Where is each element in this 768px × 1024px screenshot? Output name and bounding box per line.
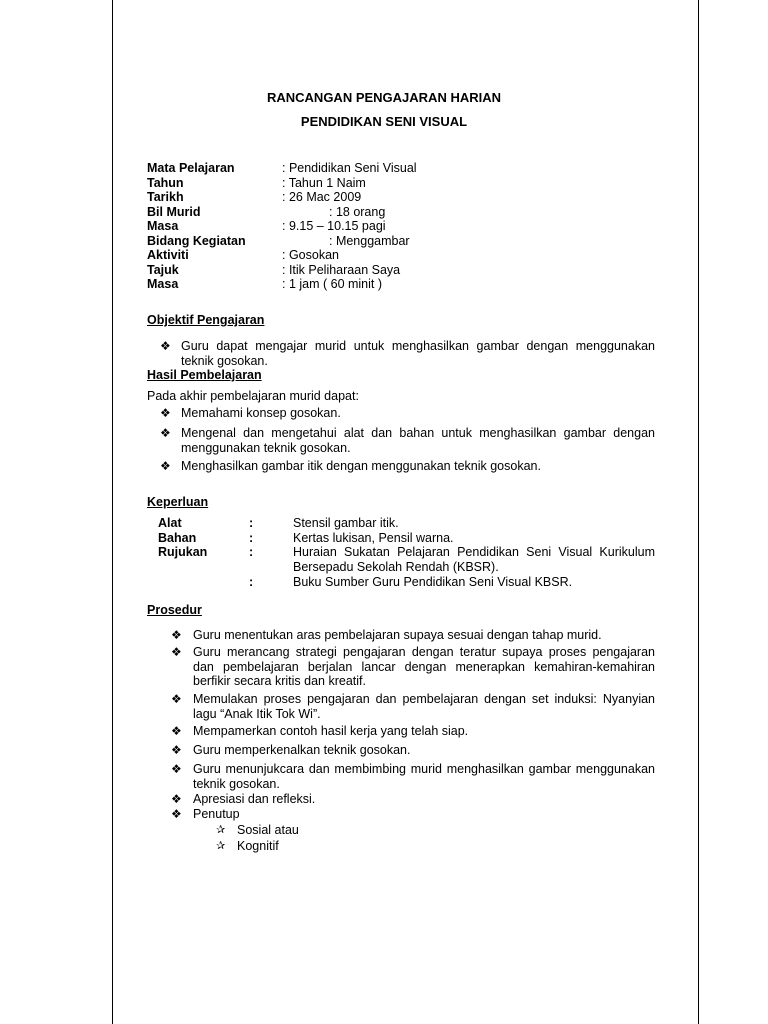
procedure-sub-item: Sosial atau [237, 823, 299, 837]
diamond-bullet-icon: ❖ [171, 807, 182, 821]
requirement-colon: : [249, 545, 254, 559]
requirement-label-materials: Bahan [158, 530, 197, 545]
info-label-date: Tarikh [147, 190, 184, 204]
info-value-date: : 26 Mac 2009 [282, 190, 362, 204]
info-value-duration: : 1 jam ( 60 minit ) [282, 277, 383, 291]
diamond-bullet-icon: ❖ [160, 406, 171, 420]
objective-item: Guru dapat mengajar murid untuk menghasilkan gambar dengan menggunakan teknik gosokan. [181, 339, 655, 368]
outcome-item: Menghasilkan gambar itik dengan menggunakan teknik gosokan. [181, 459, 541, 473]
procedure-item: Guru memperkenalkan teknik gosokan. [193, 743, 411, 757]
info-label-activity: Aktiviti [147, 248, 189, 262]
procedure-item: Memulakan proses pengajaran dan pembelajaran dengan set induksi: Nyanyian lagu “Anak Itik Tok Wi”. [193, 692, 655, 721]
diamond-bullet-icon: ❖ [171, 792, 182, 806]
section-heading-requirements: Keperluan [147, 495, 209, 509]
requirement-colon: : [249, 530, 254, 545]
info-value-field: : Menggambar [329, 233, 410, 248]
procedure-item: Apresiasi dan refleksi. [193, 792, 316, 806]
info-label-year: Tahun [147, 175, 184, 190]
procedure-sub-item: Kognitif [237, 838, 279, 853]
diamond-bullet-icon: ❖ [171, 743, 182, 757]
requirement-value-materials: Kertas lukisan, Pensil warna. [293, 530, 454, 545]
procedure-item: Penutup [193, 807, 240, 821]
info-value-topic: : Itik Peliharaan Saya [282, 262, 401, 277]
requirement-value-references: Huraian Sukatan Pelajaran Pendidikan Seni Visual Kurikulum Bersepadu Sekolah Rendah (KBSR). [293, 545, 655, 574]
diamond-bullet-icon: ❖ [171, 724, 182, 738]
section-heading-objectives: Objektif Pengajaran [147, 313, 265, 327]
procedure-item: Guru menentukan aras pembelajaran supaya sesuai dengan tahap murid. [193, 628, 602, 642]
info-value-year: : Tahun 1 Naim [282, 175, 366, 190]
info-label-time: Masa [147, 219, 179, 233]
info-label-field: Bidang Kegiatan [147, 233, 246, 248]
section-heading-outcomes: Hasil Pembelajaran [147, 368, 262, 382]
outcome-item: Mengenal dan mengetahui alat dan bahan untuk menghasilkan gambar dengan menggunakan teknik gosokan. [181, 426, 655, 455]
document-subtitle: PENDIDIKAN SENI VISUAL [300, 114, 468, 129]
diamond-bullet-icon: ❖ [160, 459, 171, 473]
diamond-bullet-icon: ❖ [171, 762, 182, 776]
procedure-item: Guru menunjukcara dan membimbing murid menghasilkan gambar menggunakan teknik gosokan. [193, 762, 655, 791]
requirement-label-tools: Alat [158, 516, 182, 530]
procedure-item: Guru merancang strategi pengajaran dengan teratur supaya proses pengajaran dan pembelajaran berjalan lancar dengan menerapkan kemahiran-kemahiran berfikir secara kritis dan kreatif. [193, 645, 655, 688]
info-value-time: : 9.15 – 10.15 pagi [282, 219, 386, 233]
section-heading-procedure: Prosedur [147, 603, 202, 617]
info-value-pupils: : 18 orang [329, 204, 386, 219]
outcome-item: Memahami konsep gosokan. [181, 406, 341, 420]
page-sheet [112, 0, 699, 1024]
diamond-bullet-icon: ❖ [171, 692, 182, 706]
requirement-value-reference-2: Buku Sumber Guru Pendidikan Seni Visual KBSR. [293, 575, 573, 589]
diamond-bullet-icon: ❖ [171, 645, 182, 659]
info-label-duration: Masa [147, 277, 179, 291]
info-value-activity: : Gosokan [282, 248, 339, 262]
requirement-colon: : [249, 516, 254, 530]
diamond-bullet-icon: ❖ [160, 426, 171, 440]
star-bullet-icon: ✰ [216, 824, 226, 836]
procedure-item: Mempamerkan contoh hasil kerja yang telah siap. [193, 724, 469, 738]
info-value-subject: : Pendidikan Seni Visual [282, 161, 417, 175]
star-bullet-icon: ✰ [216, 839, 226, 852]
diamond-bullet-icon: ❖ [160, 339, 171, 353]
requirement-value-tools: Stensil gambar itik. [293, 516, 399, 530]
info-label-subject: Mata Pelajaran [147, 161, 235, 175]
requirement-label-references: Rujukan [158, 545, 208, 559]
diamond-bullet-icon: ❖ [171, 628, 182, 642]
document-title: RANCANGAN PENGAJARAN HARIAN [266, 90, 501, 105]
info-label-pupils: Bil Murid [147, 204, 201, 219]
requirement-colon: : [249, 575, 254, 589]
info-label-topic: Tajuk [147, 262, 179, 277]
outcomes-intro: Pada akhir pembelajaran murid dapat: [147, 389, 359, 403]
